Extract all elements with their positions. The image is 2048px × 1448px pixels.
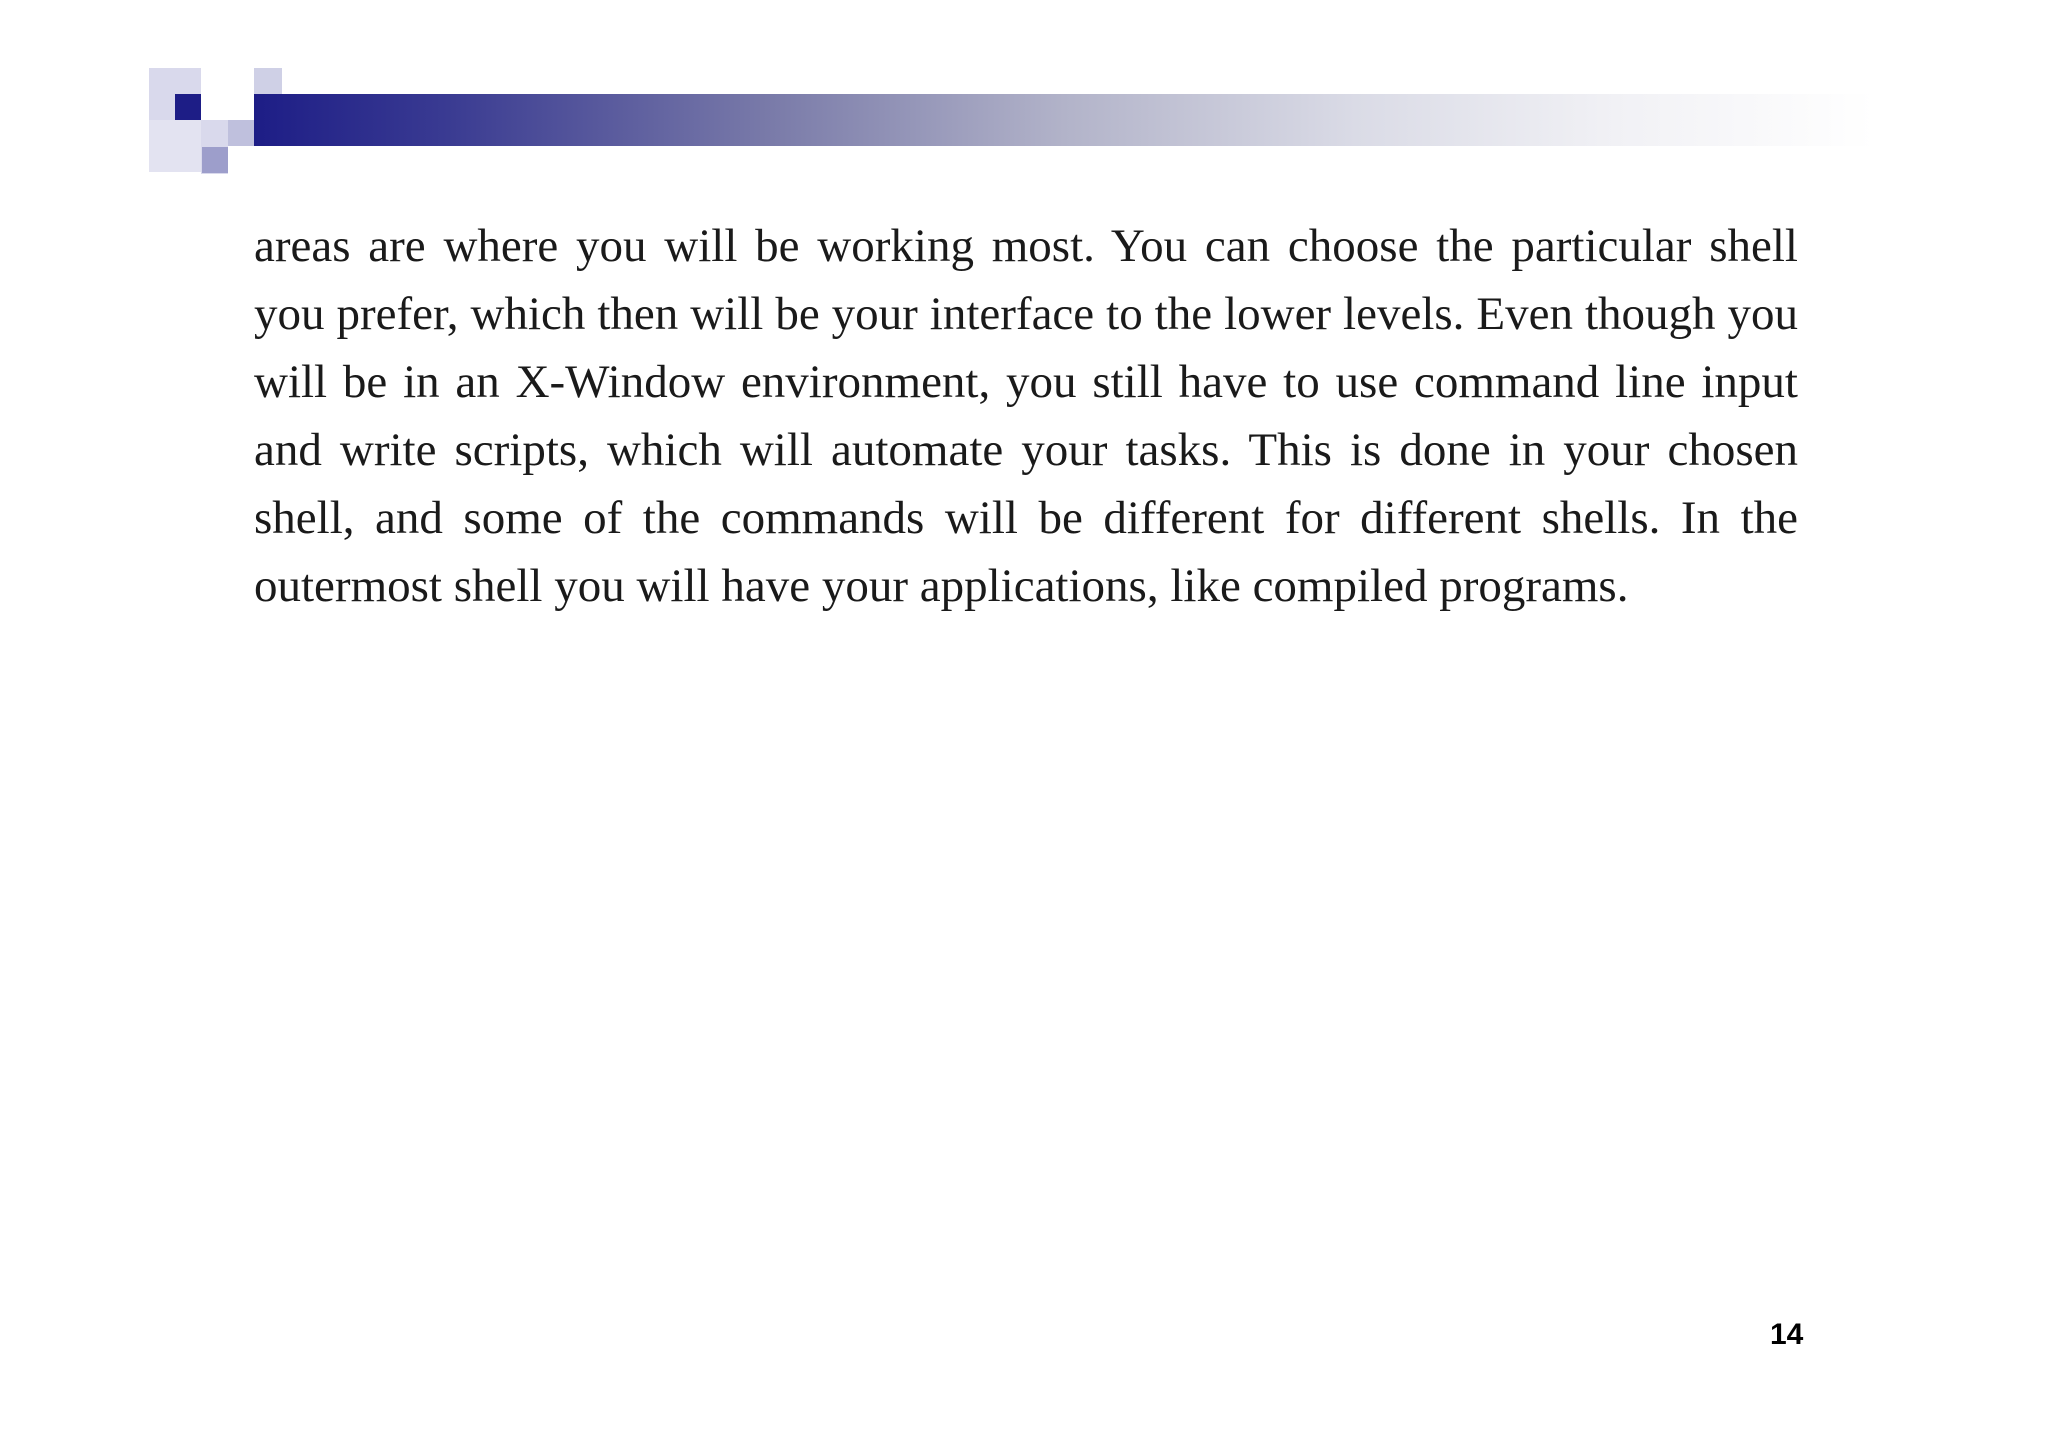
header-decoration: [0, 0, 2048, 200]
header-gradient-bar: [254, 94, 1874, 146]
body-paragraph: areas are where you will be working most. You can choose the particular shell you prefer, which then will be your interface to the lower levels. Even though you will be in an X-Window environment, you still have to use command line input and write scripts, which will automate your tasks. This is done in your chosen shell, and some of the commands will be different for different shells. In the outermost shell you will have your applications, like compiled programs.: [254, 220, 1798, 612]
decor-square-dark: [175, 94, 201, 120]
page-number: 14: [1770, 1318, 1804, 1351]
decor-square: [149, 120, 201, 172]
decor-square: [202, 147, 228, 173]
decor-square: [228, 120, 254, 146]
